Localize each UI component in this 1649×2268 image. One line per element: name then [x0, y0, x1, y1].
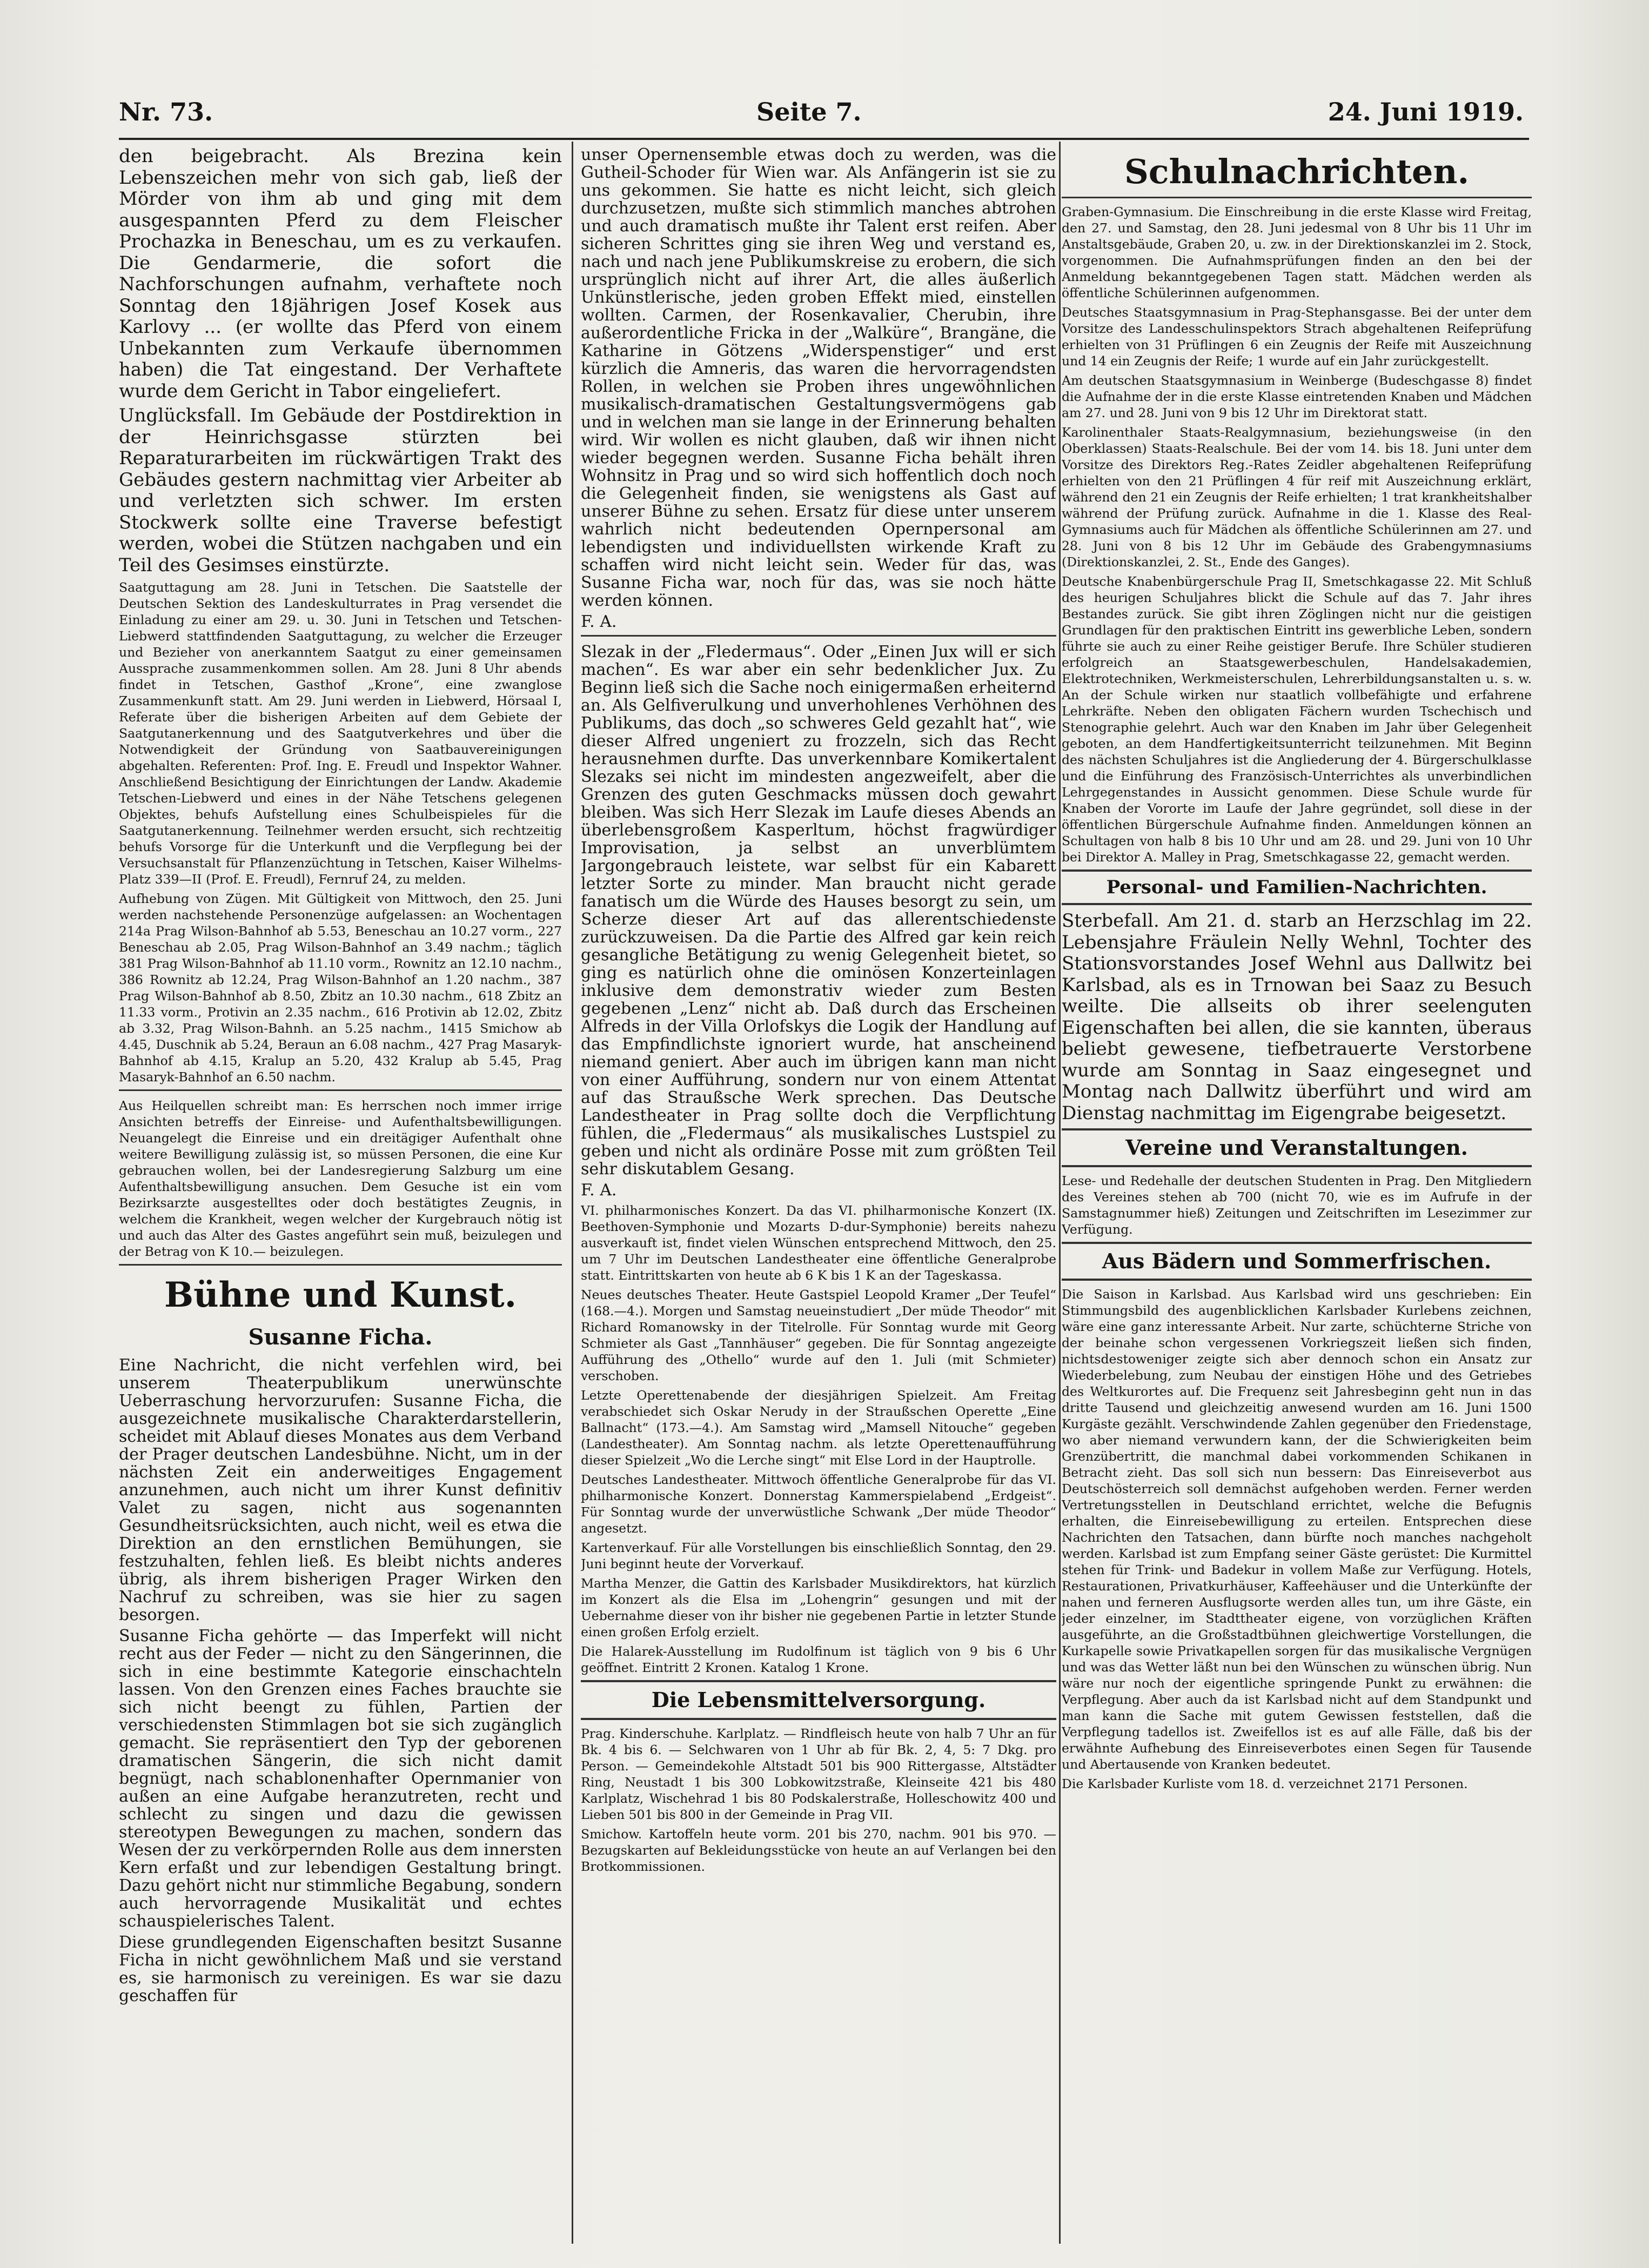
issue-number: Nr. 73. — [119, 97, 213, 126]
article-philharmonic-concert: VI. philharmonisches Konzert. Da das VI. philharmonische Konzert (IX. Beethoven-Symphonie und Mozarts D-dur-Symphonie) bereits nahezu ausverkauft ist, findet vielen Wünschen entsprechend Mittwoch, den 25. um 7 Uhr im Deutschen Landestheater eine öffentliche Generalprobe statt. Eintrittskarten von heute ab 6 K bis 1 K an der Tageskassa. — [581, 1203, 1056, 1283]
column-1 — [119, 146, 562, 2243]
article-stephansgasse-gymnasium: Deutsches Staatsgymnasium in Prag-Stephansgasse. Bei der unter dem Vorsitze des Landesschulinspektors Strach abgehaltenen Reifeprüfung erhielten von 31 Prüflingen 6 ein Zeugnis der Reife mit Auszeichnung und 14 ein Zeugnis der Reife; 1 wurde auf ein Jahr zurückgestellt. — [1062, 305, 1532, 369]
article-train-cancellations: Aufhebung von Zügen. Mit Gültigkeit von Mittwoch, den 25. Juni werden nachstehende Personenzüge aufgelassen: an Wochentagen 214a Prag Wilson-Bahnhof ab 5.53, Beneschau an 10.27 vorm., 227 Beneschau ab 2.05, Prag Wilson-Bahnhof an 3.49 nachm.; täglich 381 Prag Wilson-Bahnhof ab 11.10 vorm., Rownitz an 12.10 nachm., 386 Rownitz ab 12.24, Prag Wilson-Bahnhof an 1.20 nachm., 387 Prag Wilson-Bahnhof ab 8.50, Zbitz an 10.30 nachm., 618 Zbitz an 11.33 vorm., Protivin an 2.35 nachm., 616 Protivin ab 12.02, Zbitz ab 3.32, Prag Wilson-Bahnh. an 5.25 nachm., 1415 Smichow ab 4.45, Duschnik ab 5.24, Beraun an 6.08 nachm., 427 Prag Masaryk-Bahnhof ab 4.15, Kralup an 5.20, 432 Kralup ab 5.45, Prag Masaryk-Bahnhof an 6.50 nachm. — [119, 891, 562, 1085]
article-accident: Unglücksfall. Im Gebäude der Postdirektion in der Heinrichsgasse stürzten bei Reparaturarbeiten im rückwärtigen Trakt des Gebäudes gestern nachmittag vier Arbeiter ab und verletzten sich schwer. Im ersten Stockwerk sollte eine Traverse befestigt werden, wobei die Stützen nachgaben und ein Teil des Gesimses einstürzte. — [119, 405, 562, 576]
divider — [119, 1089, 562, 1091]
section-heading-school-news: Schulnachrichten. — [1062, 150, 1532, 198]
section-heading-stage-art: Bühne und Kunst. — [164, 1275, 517, 1315]
article-karolinenthal-realgymnasium: Karolinenthaler Staats-Realgymnasium, beziehungsweise (in den Oberklassen) Staats-Realschule. Bei der vom 14. bis 18. Juni unter dem Vorsitze des Direktors Reg.-Rates Zeidler abgehaltenen Reifeprüfung erhielten von den 21 Prüflingen 4 für reif mit Auszeichnung erklärt, während den 21 ein Zeugnis der Reife erhielten; 1 trat krankheitshalber während der Prüfung zurück. Aufnahme in die 1. Klasse des Real-Gymnasiums auch für Mädchen als öffentliche Schülerinnen am 27. und 28. Juni von 8 bis 12 Uhr im Gebäude des Grabengymnasiums (Direktionskanzlei, 2. St., Ende des Ganges). — [1062, 425, 1532, 570]
article-ficha-part2: Susanne Ficha gehörte — das Imperfekt will nicht recht aus der Feder — nicht zu den Sängerinnen, die sich in eine bestimmte Kategorie einschachteln lassen. Von den Grenzen eines Faches brauchte sie sich nicht beengt zu fühlen, Partien der verschiedensten Stimmlagen bot sie sich zugänglich gemacht. Sie repräsentiert den Typ der geborenen dramatischen Sängerin, die sich nicht damit begnügt, nach schablonenhafter Opernmanier von außen an eine Aufgabe heranzutreten, recht und schlecht zu singen und dazu die gewissen stereotypen Bewegungen zu machen, sondern das Wesen der zu verkörpernden Rolle aus dem innersten Kern erfaßt und zur lebendigen Gestaltung bringt. Dazu gehört nicht nur stimmliche Begabung, sondern auch hervorragende Musikalität und echtes schauspielerisches Talent. — [119, 1627, 562, 1931]
column-rule-1 — [572, 142, 573, 2244]
article-last-operetta-evenings: Letzte Operettenabende der diesjährigen Spielzeit. Am Freitag verabschiedet sich Oskar Nerudy in der Straußschen Operette „Eine Ballnacht“ (173.—4.). Am Samstag wird „Mamsell Nitouche“ gegeben (Landestheater). Am Sonntag nachm. als letzte Operettenaufführung dieser Spielzeit „Wo die Lerche singt“ mit Else Lord in der Hauptrolle. — [581, 1388, 1056, 1468]
article-ficha-part1: Eine Nachricht, die nicht verfehlen wird, bei unserem Theaterpublikum unerwünschte Ueberraschung hervorzurufen: Susanne Ficha, die ausgezeichnete musikalische Charakterdarstellerin, scheidet mit Ablauf dieses Monates aus dem Verband der Prager deutschen Landesbühne. Nicht, um in der nächsten Zeit ein anderweitiges Engagement anzunehmen, auch nicht um ihrer Kunst definitiv Valet zu sagen, nicht aus sogenannten Gesundheitsrücksichten, auch nicht, weil es etwa die Direktion an den ernstlichen Bemühungen, sie festzuhalten, fehlen ließ. Es bleibt nichts anderes übrig, als ihrem bisherigen Prager Wirken den Nachruf zu schreiben, was sie hier zu sagen besorgen. — [119, 1356, 562, 1624]
article-martha-menzer: Martha Menzer, die Gattin des Karlsbader Musikdirektors, hat kürzlich im Konzert als die Elsa im „Lohengrin“ gesungen und mit der Uebernahme dieser von ihr bisher nie gegebenen Partie in letzter Stunde einen großen Erfolg erzielt. — [581, 1576, 1056, 1640]
article-student-reading-hall: Lese- und Redehalle der deutschen Studenten in Prag. Den Mitgliedern des Vereines stehen ab 700 (nicht 70, wie es im Aufrufe in der Samstagnummer hieß) Zeitungen und Zeitschriften im Lesezimmer zur Verfügung. — [1062, 1173, 1532, 1237]
article-karlsbad-season: Die Saison in Karlsbad. Aus Karlsbad wird uns geschrieben: Ein Stimmungsbild des augenblicklichen Karlsbader Kurlebens zeichnen, wäre eine ganz interessante Arbeit. Nur zarte, schüchterne Striche von der beinahe schon vergessenen Vorkriegszeit ließen sich finden, nichtsdestoweniger zeigte sich aber dennoch schon ein Ansatz zur Wiederbelebung, zum Neubau der einstigen Höhe und des Getriebes des Weltkurortes auf. Die Frequenz seit Jahresbeginn geht nun in das dritte Tausend und gleichzeitig anwesend wurden am 16. Juni 1500 Kurgäste gezählt. Verschwindende Zahlen gegenüber den Friedenstage, wo aber niemand verwundern kann, der die Schwierigkeiten beim Grenzübertritt, die manchmal dabei vorkommenden Schikanen in Betracht zieht. Das soll sich nun bessern: Das Einreiseverbot aus Deutschösterreich soll demnächst aufgehoben werden. Ferner werden Vertretungsstellen in Deutschland errichtet, welche die Befugnis erhalten, die Einreisebewilligung zu erteilen. Entsprechen diese Nachrichten den Tatsachen, dann bürfte noch manches nachgeholt werden. Karlsbad ist zum Empfang seiner Gäste gerüstet: Die Kurmittel stehen für Trink- und Badekur in vollem Maße zur Verfügung. Hotels, Restaurationen, Privatkurhäuser, Kaffeehäuser und die Unterkünfte der nahen und ferneren Ausflugsorte werden alles tun, um ihre Gäste, ein jeder einzelner, im Stadttheater eigene, von vorzüglichen Kräften ausgeführte, an die Großstadtbühnen gleichwertige Vorstellungen, die Kurkapelle sowie Privatkapellen sorgen für das musikalische Vergnügen und was das Wetter läßt nun bei den Wünschen zu wünschen übrig. Nun wäre nur noch der eigentliche springende Punkt zu erwähnen: die Verpflegung. Aber auch da ist Karlsbad nicht auf dem Standpunkt und man kann die Sache mit gutem Gewissen feststellen, daß die Verpflegung tadellos ist. Zweifellos ist es auf alle Fälle, daß bis der erwähnte Aufhebung des Einreiseverbotes einen Segen für Tausende und Abertausende von Kranken bedeutet. — [1062, 1287, 1532, 1772]
header-rule — [119, 138, 1529, 140]
section-heading-food-supply: Die Lebensmittelversorgung. — [581, 1680, 1056, 1720]
section-heading-personal-family: Personal- und Familien-Nachrichten. — [1062, 869, 1532, 905]
article-ticket-sales: Kartenverkauf. Für alle Vorstellungen bis einschließlich Sonntag, den 29. Juni beginnt heute der Vorverkauf. — [581, 1540, 1056, 1571]
article-new-german-theater: Neues deutsches Theater. Heute Gastspiel Leopold Kramer „Der Teufel“ (168.—4.). Morgen und Samstag neueinstudiert „Der müde Theodor“ mit Richard Romanowsky in der Titelrolle. Für Sonntag wurde mit Georg Schmieter als Gast „Tannhäuser“ gegeben. Die für Sonntag angezeigte Aufführung des „Othello“ wurde auf den 1. Juli (mit Schmieter) verschoben. — [581, 1287, 1056, 1383]
article-halarek-exhibition: Die Halarek-Ausstellung im Rudolfinum ist täglich von 9 bis 6 Uhr geöffnet. Eintritt 2 Kronen. Katalog 1 Krone. — [581, 1644, 1056, 1675]
article-ficha-part3: Diese grundlegenden Eigenschaften besitzt Susanne Ficha in nicht gewöhnlichem Maß und sie verstand es, sie harmonisch zu vereinigen. Es war sie dazu geschaffen für — [119, 1933, 562, 2005]
issue-date: 24. Juni 1919. — [1328, 97, 1524, 126]
divider — [119, 1264, 562, 1266]
article-ficha-continued: unser Opernensemble etwas doch zu werden, was die Gutheil-Schoder für Wien war. Als Anfängerin ist sie zu uns gekommen. Sie hatte es nicht leicht, sich gleich durchzusetzen, mußte sich stimmlich manches abtrohen und auch dramatisch mußte ihr Talent erst reifen. Aber sicheren Schrittes ging sie ihren Weg und verstand es, nach und nach jene Publikumskreise zu erobern, die sich ursprünglich nicht auf ihrer Art, die alles äußerlich Unkünstlerische, jeden groben Effekt mied, einstellen wollten. Carmen, der Rosenkavalier, Cherubin, ihre außerordentliche Fricka in der „Walküre“, Brangäne, die Katharine in Götzens „Widerspenstiger“ und erst kürzlich die Amneris, das waren die hervorragendsten Rollen, in welchen sie Proben ihres ungewöhnlichen musikalisch-dramatischen Gestaltungsvermögens gab und in welchen man sie lange in der Erinnerung behalten wird. Wir wollen es nicht glauben, daß wir ihnen nicht wieder begegnen werden. Susanne Ficha behält ihren Wohnsitz in Prag und so wird sich hoffentlich doch noch die Gelegenheit finden, sie wenigstens als Gast auf unserer Bühne zu sehen. Ersatz für diese unter unserem wahrlich nicht bedeutenden Opernpersonal am lebendigsten und individuellsten wirkende Kraft zu schaffen wird nicht leicht sein. Weder für das, was Susanne Ficha war, noch für das, was sie noch hätte werden können. — [581, 146, 1056, 610]
divider — [581, 635, 1056, 637]
article-murder-continued: den beigebracht. Als Brezina kein Lebenszeichen mehr von sich gab, ließ der Mörder von ihm ab und ging mit dem ausgespannten Pferd zu dem Fleischer Prochazka in Beneschau, um es zu verkaufen. Die Gendarmerie, die sofort die Nachforschungen aufnahm, verhaftete noch Sonntag den 18jährigen Josef Kosek aus Karlovy ... (er wollte das Pferd von einem Unbekannten zum Verkaufe übernommen haben) die Tat eingestand. Der Verhaftete wurde dem Gericht in Tabor eingeliefert. — [119, 146, 562, 402]
article-landestheater: Deutsches Landestheater. Mittwoch öffentliche Generalprobe für das VI. philharmonische Konzert. Donnerstag Kammerspielabend „Erdgeist“. Für Sonntag wurde der unverwüstliche Schwank „Der müde Theodor“ angesetzt. — [581, 1472, 1056, 1536]
section-heading-spas-resorts: Aus Bädern und Sommerfrischen. — [1062, 1242, 1532, 1281]
article-heading-susanne-ficha: Susanne Ficha. — [248, 1324, 433, 1350]
article-food-smichow: Smichow. Kartoffeln heute vorm. 201 bis 270, nachm. 901 bis 970. — Bezugskarten auf Bekleidungsstücke von heute an auf Verlangen bei den Brotkommissionen. — [581, 1827, 1056, 1874]
author-signature: F. A. — [581, 1181, 617, 1200]
page-number: Seite 7. — [756, 97, 862, 126]
article-seed-conference: Saatguttagung am 28. Juni in Tetschen. Die Saatstelle der Deutschen Sektion des Landeskulturrates in Prag versendet die Einladung zu einer am 29. u. 30. Juni in Tetschen und Tetschen-Liebwerd stattfindenden Saatguttagung, zu welcher die Erzeuger und Bezieher von anerkanntem Saatgut zu einer gemeinsamen Aussprache zusammenkommen sollen. Am 28. Juni 8 Uhr abends findet in Tetschen, Gasthof „Krone“, eine zwanglose Zusammenkunft statt. Am 29. Juni werden in Liebwerd, Hörsaal I, Referate über die bisherigen Arbeiten auf dem Gebiete der Saatgutanerkennung und des Saatgutverkehres und über die Notwendigkeit der Gründung von Saatbauvereinigungen abgehalten. Referenten: Prof. Ing. E. Freudl und Inspektor Wahner. Anschließend Besichtigung der Einrichtungen der Landw. Akademie Tetschen-Liebwerd und eines in der Nähe Tetschens gelegenen Objektes, behufs Aufstellung eines Schulbeispieles für die Saatgutanerkennung. Teilnehmer werden ersucht, sich rechtzeitig behufs Vorsorge für die Unterkunft und die Verpflegung bei der Versuchsanstalt für Pflanzenzüchtung in Tetschen, Kaiser Wilhelms-Platz 339—II (Prof. E. Freudl), Fernruf 24, zu melden. — [119, 580, 562, 887]
article-death-notice: Sterbefall. Am 21. d. starb an Herzschlag im 22. Lebensjahre Fräulein Nelly Wehnl, Tochter des Stationsvorstandes Josef Wehnl aus Dallwitz bei Karlsbad, als es in Trnowan bei Saaz zu Besuch weilte. Die allseits ob ihrer seelenguten Eigenschaften bei allen, die sie kannten, überaus beliebt gewesene, tiefbetrauerte Verstorbene wurde am Sonntag in Saaz eingesegnet und Montag nach Dallwitz überführt und wird am Dienstag nachmittag im Eigengrabe beigesetzt. — [1062, 910, 1532, 1124]
article-slezak-fledermaus: Slezak in der „Fledermaus“. Oder „Einen Jux will er sich machen“. Es war aber ein sehr bedenklicher Jux. Zu Beginn ließ sich die Sache noch einigermaßen erheiternd an. Als Gelfiverulkung und unverhohlenes Verhöhnen des Publikums, das doch „so schweres Geld gezahlt hat“, wie dieser Alfred ungeniert zu frozzeln, sich das Recht herausnehmen durfte. Das unverkennbare Komikertalent Slezaks sei nicht im mindesten angezweifelt, aber die Grenzen des guten Geschmacks müssen doch gewahrt bleiben. Was sich Herr Slezak im Laufe dieses Abends an überlebensgroßem Kasperltum, höchst fragwürdiger Improvisation, ja selbst an unverblümtem Jargongebrauch leistete, war selbst für ein Kabarett letzter Sorte zu minder. Man braucht nicht gerade fanatisch um die Würde des Hauses besorgt zu sein, um Scherze dieser Art auf das allerentschiedenste zurückzuweisen. Da die Partie des Alfred gar kein reich gesangliche Betätigung zu wenig Gelegenheit bietet, so ging es natürlich ohne die ominösen Konzerteinlagen inklusive dem demonstrativ wieder zum Besten gegebenen „Lenz“ nicht ab. Daß durch das Erscheinen Alfreds in der Villa Orlofskys die Logik der Handlung auf das Empfindlichste ignoriert wurde, hat anscheinend niemand geniert. Aber auch im übrigen kann man nicht von einer Aufführung, sondern nur von einem Attentat auf das Straußsche Werk sprechen. Das Deutsche Landestheater in Prag sollte doch die Verpflichtung fühlen, die „Fledermaus“ als musikalisches Lustspiel zu geben und nicht als ordinäre Posse mit zum größten Teil sehr diskutablem Gesang. — [581, 643, 1056, 1179]
column-2 — [581, 146, 1056, 2243]
article-weinberge-gymnasium: Am deutschen Staatsgymnasium in Weinberge (Budeschgasse 8) findet die Aufnahme der in die erste Klasse eintretenden Knaben und Mädchen am 27. und 28. Juni von 9 bis 12 Uhr im Direktorat statt. — [1062, 373, 1532, 420]
article-food-prague: Prag. Kinderschuhe. Karlplatz. — Rindfleisch heute von halb 7 Uhr an für Bk. 4 bis 6. — Selchwaren von 1 Uhr ab für Bk. 2, 4, 5: 7 Dkg. pro Person. — Gemeindekohle Altstadt 501 bis 900 Rittergasse, Altstädter Ring, Neustadt 1 bis 300 Lobkowitzstraße, Kleinseite 421 bis 480 Karlplatz, Wischehrad 1 bis 80 Podskalerstraße, Holleschowitz 400 und Lieben 501 bis 800 in der Gemeinde in Prag VII. — [581, 1726, 1056, 1822]
column-3 — [1062, 146, 1532, 2243]
page-header — [119, 92, 1524, 135]
article-graben-gymnasium: Graben-Gymnasium. Die Einschreibung in die erste Klasse wird Freitag, den 27. und Samstag, den 28. Juni jedesmal von 8 Uhr bis 11 Uhr im Anstaltsgebäude, Graben 20, u. zw. in der Direktionskanzlei im 2. Stock, vorgenommen. Die Aufnahmsprüfungen finden an den bei der Anmeldung bekanntgegebenen Tagen statt. Mädchen werden als öffentliche Schülerinnen aufgenommen. — [1062, 204, 1532, 300]
article-spa-permits: Aus Heilquellen schreibt man: Es herrschen noch immer irrige Ansichten betreffs der Einreise- und Aufenthaltsbewilligungen. Neuangelegt die Einreise und ein dreitägiger Aufenthalt ohne weitere Bewilligung zulässig ist, so müssen Personen, die eine Kur gebrauchen wollen, bei der Landesregierung Salzburg um eine Aufenthaltsbewilligung ansuchen. Dem Gesuche ist ein vom Bezirksarzte ausgestelltes oder doch bestätigtes Zeugnis, in welchem die Krankheit, wegen welcher der Kurgebrauch nötig ist und auch das Alter des Gastes angeführt sein muß, beizulegen und der Betrag von K 10.— beizulegen. — [119, 1098, 562, 1259]
author-signature: F. A. — [581, 612, 617, 631]
section-heading-clubs-events: Vereine und Veranstaltungen. — [1062, 1128, 1532, 1167]
article-boys-school-smetschkagasse: Deutsche Knabenbürgerschule Prag II, Smetschkagasse 22. Mit Schluß des heurigen Schuljahres blickt die Schule auf das 7. Jahr ihres Bestandes zurück. Sie gibt ihren Zöglingen nicht nur die geistigen Grundlagen für den praktischen Eintritt ins gewerbliche Leben, sondern führte sie auch zu einer Reihe geistiger Berufe. Ihre Schüler studieren erfolgreich an Staatsgewerbeschulen, Handelsakademien, Elektrotechniken, Werkmeisterschulen, Lehrerbildungsanstalten u. s. w. An der Schule wirken nur staatlich vollbefähigte und erfahrene Lehrkräfte. Neben den obligaten Fächern wurden Tschechisch und Stenographie gelehrt. Auch war den Knaben im Jahr über Gelegenheit geboten, an dem Handfertigkeitsunterricht teilzunehmen. Mit Beginn des nächsten Schuljahres ist die Angliederung der 4. Bürgerschulklasse und die Einführung des Französisch-Unterrichtes als unverbindlichen Lehrgegenstandes in Aussicht genommen. Diese Schule wurde für Knaben der Vororte im Laufe der Jahre gegründet, soll diese in der öffentlichen Bürgerschule Aufnahme finden. Anmeldungen können an Schultagen von halb 8 bis 10 Uhr und am 28. und 29. Juni von 10 Uhr bei Direktor A. Malley in Prag, Smetschkagasse 22, gemacht werden. — [1062, 574, 1532, 865]
column-rule-2 — [1059, 142, 1061, 2244]
article-karlsbad-guest-list: Die Karlsbader Kurliste vom 18. d. verzeichnet 2171 Personen. — [1062, 1776, 1468, 1791]
